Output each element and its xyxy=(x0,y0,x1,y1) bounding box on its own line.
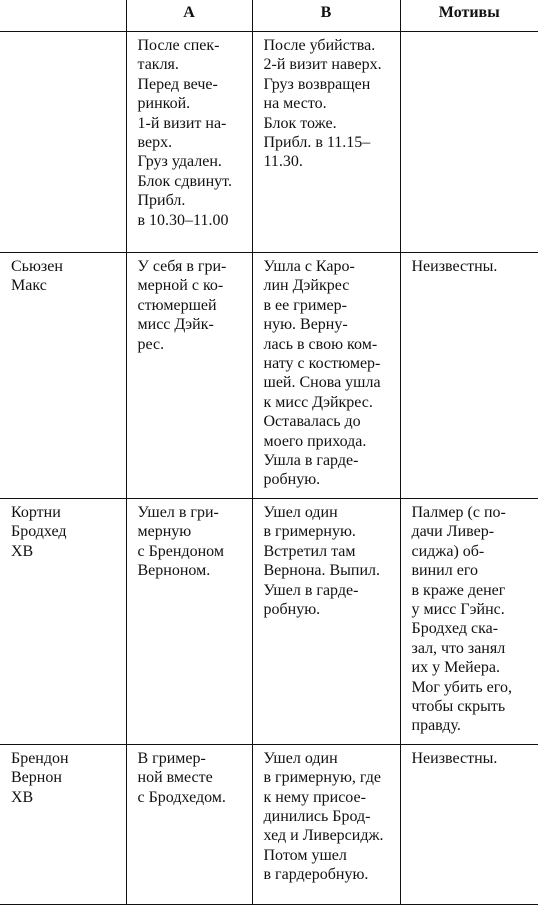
cell-name xyxy=(0,498,126,744)
cell-text-line: Вернона. Выпил. xyxy=(264,561,400,580)
cell-text-line: хед и Ливерсидж. xyxy=(264,826,400,845)
cell-text-line: Встретил там xyxy=(264,542,400,561)
table-row xyxy=(0,498,538,744)
cell-text-line: Ушел в гри- xyxy=(138,503,252,522)
header-a: A xyxy=(126,0,252,32)
cell-text-line: с Бродхедом. xyxy=(138,788,252,807)
cell-name xyxy=(0,32,126,253)
header-name xyxy=(0,0,126,32)
cell-text-line: После спек- xyxy=(138,36,252,55)
cell-text-line: Неизвестны. xyxy=(412,749,538,768)
table-row xyxy=(0,253,538,499)
cell-text-line: динились Брод- xyxy=(264,807,400,826)
cell-b xyxy=(252,32,400,253)
cell-text-line: винил его xyxy=(412,561,538,580)
cell-text-line: Брендон xyxy=(11,749,126,768)
cell-text-line: ХВ xyxy=(11,788,126,807)
cell-text-line: Прибл. в 11.15– xyxy=(264,133,400,152)
header-motives: Мотивы xyxy=(400,0,538,32)
header-b: B xyxy=(252,0,400,32)
cell-text-line: в гардеробную. xyxy=(264,865,400,884)
cell-text-line: чтобы скрыть xyxy=(412,697,538,716)
cell-text-line: в 10.30–11.00 xyxy=(138,211,252,230)
cell-text-line: правду. xyxy=(412,716,538,735)
cell-text-line: такля. xyxy=(138,55,252,74)
cell-text-line: 2-й визит наверх. xyxy=(264,55,400,74)
cell-text-line: лась в свою ком- xyxy=(264,335,400,354)
cell-text-line: нату с костюмер- xyxy=(264,354,400,373)
cell-text-line: к мисс Дэйкрес. xyxy=(264,393,400,412)
table-header-row xyxy=(0,0,538,32)
cell-text-line: к нему присое- xyxy=(264,788,400,807)
cell-text-line: Сьюзен xyxy=(11,257,126,276)
cell-text-line: в гримерную, где xyxy=(264,768,400,787)
cell-text-line: в краже денег xyxy=(412,581,538,600)
cell-b xyxy=(252,744,400,904)
table-row xyxy=(0,32,538,253)
cell-text-line: их у Мейера. xyxy=(412,658,538,677)
cell-text-line: У себя в гри- xyxy=(138,257,252,276)
cell-name xyxy=(0,744,126,904)
cell-text-line: Бродхед xyxy=(11,522,126,541)
cell-text-line: Вернон xyxy=(11,768,126,787)
cell-text-line: лин Дэйкрес xyxy=(264,276,400,295)
cell-text-line: Мог убить его, xyxy=(412,678,538,697)
cell-b xyxy=(252,498,400,744)
cell-text-line: мерную xyxy=(138,522,252,541)
cell-text-line: на место. xyxy=(264,94,400,113)
cell-text-line: Ушел один xyxy=(264,749,400,768)
cell-motives xyxy=(400,32,538,253)
cell-text-line: робную. xyxy=(264,600,400,619)
cell-motives xyxy=(400,253,538,499)
cell-text-line: моего прихода. xyxy=(264,432,400,451)
cell-text-line: В гример- xyxy=(138,749,252,768)
cell-text-line: в гримерную. xyxy=(264,522,400,541)
cell-text-line: дачи Ливер- xyxy=(412,522,538,541)
cell-text-line: Груз возвращен xyxy=(264,75,400,94)
table-row xyxy=(0,744,538,904)
cell-text-line: Ушел один xyxy=(264,503,400,522)
cell-text-line: Кортни xyxy=(11,503,126,522)
cell-text-line: Потом ушел xyxy=(264,846,400,865)
cell-text-line: Ушла в гарде- xyxy=(264,451,400,470)
cell-text-line: Прибл. xyxy=(138,191,252,210)
cell-text-line: Блок сдвинут. xyxy=(138,172,252,191)
cell-text-line: Груз удален. xyxy=(138,152,252,171)
cell-text-line: сиджа) об- xyxy=(412,542,538,561)
cell-text-line: Макс xyxy=(11,276,126,295)
cell-text-line: робную. xyxy=(264,470,400,489)
cell-text-line: ной вместе xyxy=(138,768,252,787)
cell-text-line: Палмер (с по- xyxy=(412,503,538,522)
cell-text-line: Ушла с Каро- xyxy=(264,257,400,276)
cell-a xyxy=(126,744,252,904)
cell-text-line: у мисс Гэйнс. xyxy=(412,600,538,619)
cell-text-line: мисс Дэйк- xyxy=(138,315,252,334)
cell-name xyxy=(0,253,126,499)
cell-text-line: ную. Верну- xyxy=(264,315,400,334)
cell-text-line: зал, что занял xyxy=(412,639,538,658)
cell-text-line: Оставалась до xyxy=(264,412,400,431)
cell-text-line: стюмершей xyxy=(138,296,252,315)
cell-text-line: Неизвестны. xyxy=(412,257,538,276)
cell-text-line: в ее гример- xyxy=(264,296,400,315)
cell-text-line: 1-й визит на- xyxy=(138,114,252,133)
cell-text-line: с Брендоном xyxy=(138,542,252,561)
cell-a xyxy=(126,32,252,253)
cell-text-line: шей. Снова ушла xyxy=(264,373,400,392)
cell-text-line: рес. xyxy=(138,335,252,354)
cell-text-line: мерной с ко- xyxy=(138,276,252,295)
cell-text-line: верх. xyxy=(138,133,252,152)
cell-motives xyxy=(400,498,538,744)
cell-text-line: Перед вече- xyxy=(138,75,252,94)
cell-a xyxy=(126,253,252,499)
cell-text-line: После убийства. xyxy=(264,36,400,55)
cell-text-line: ХВ xyxy=(11,542,126,561)
cell-text-line: Блок тоже. xyxy=(264,114,400,133)
cell-motives xyxy=(400,744,538,904)
cell-text-line: 11.30. xyxy=(264,152,400,171)
cell-text-line: Ушел в гарде- xyxy=(264,581,400,600)
cell-a xyxy=(126,498,252,744)
cell-text-line: Бродхед ска- xyxy=(412,619,538,638)
cell-text-line: Верноном. xyxy=(138,561,252,580)
cell-b xyxy=(252,253,400,499)
cell-text-line: ринкой. xyxy=(138,94,252,113)
